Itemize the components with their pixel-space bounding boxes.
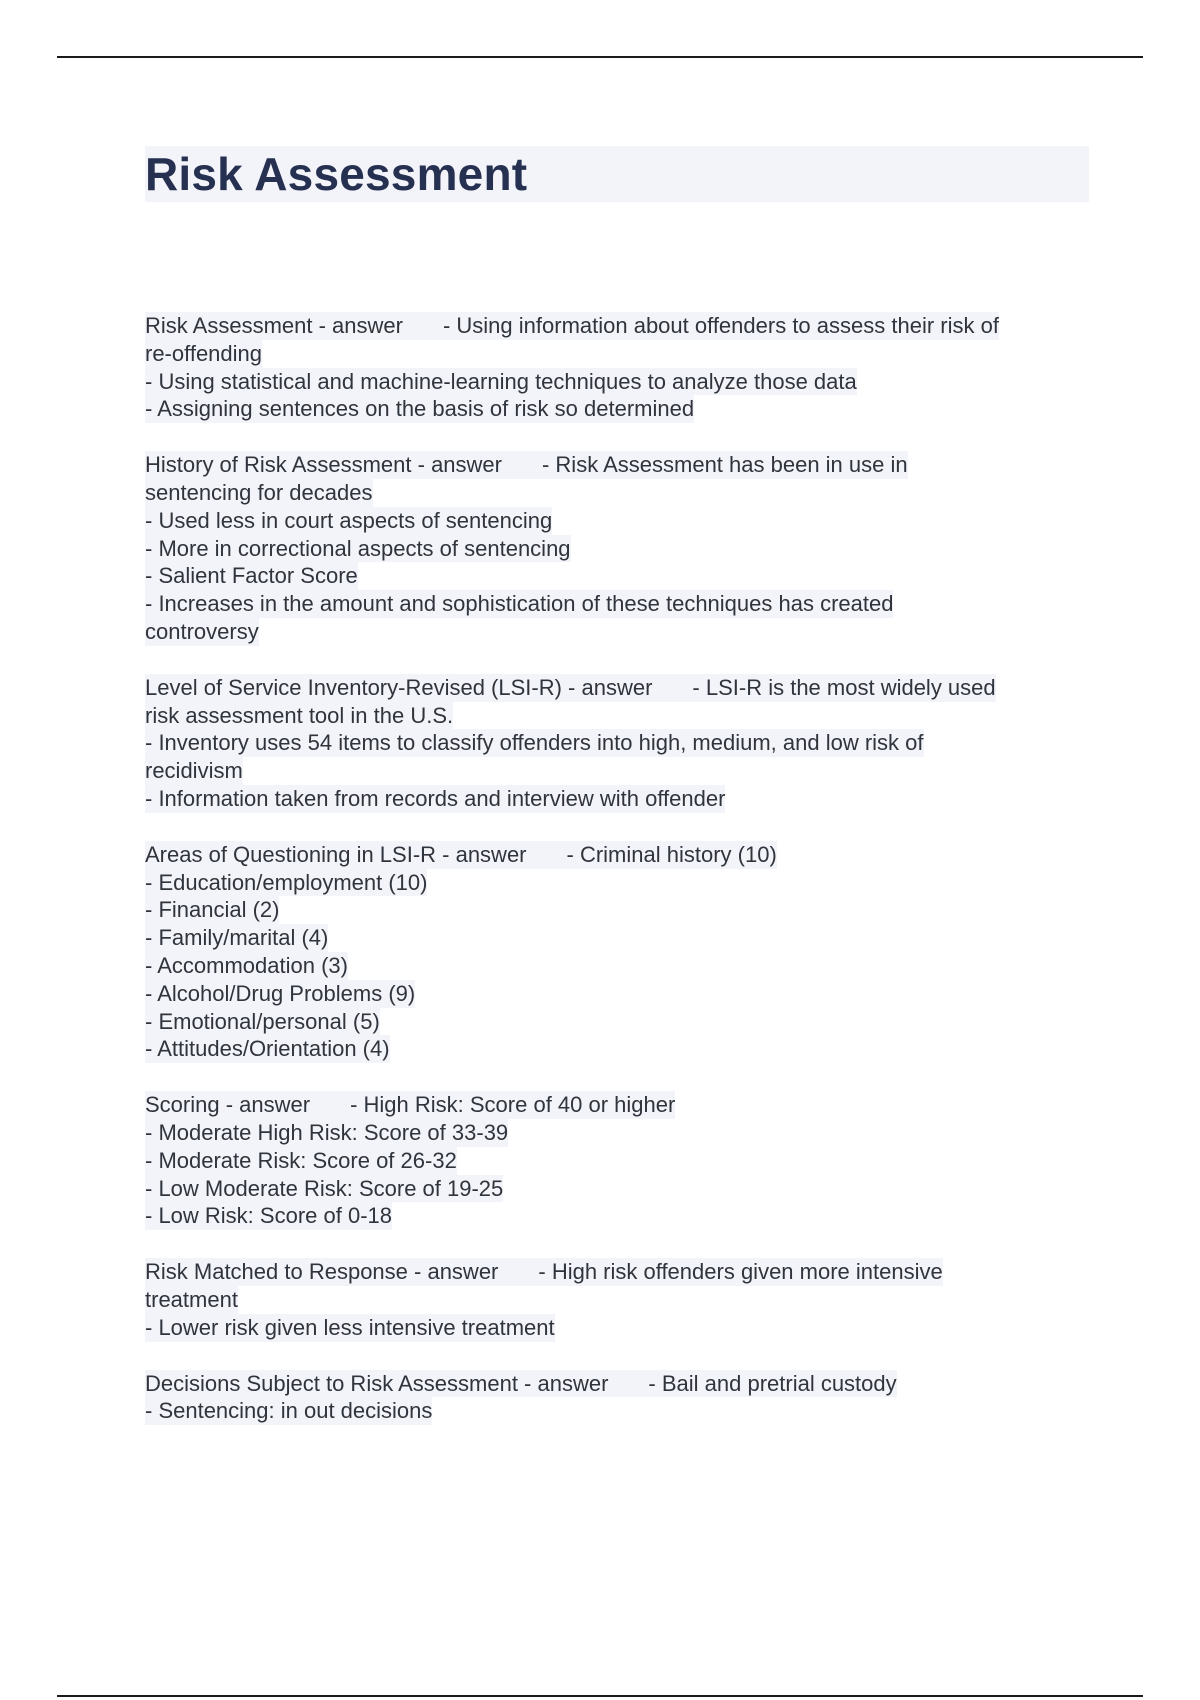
flashcard-answer-line: - Inventory uses 54 items to classify offenders into high, medium, and low risk of: [145, 730, 924, 756]
flashcard-answer-line: - Lower risk given less intensive treatment: [145, 1314, 555, 1340]
flashcard-answer-line: - Moderate High Risk: Score of 33-39: [145, 1119, 509, 1145]
flashcard-first-line: [145, 312, 999, 340]
flashcard-answer-line: - Accommodation (3): [145, 952, 348, 978]
flashcard-answer-line: - Sentencing: in out decisions: [145, 1398, 433, 1424]
flashcard-answer-line: - Emotional/personal (5): [145, 1008, 380, 1034]
flashcard-term: Risk Matched to Response - answer: [145, 1259, 499, 1285]
flashcard-answer-line: - Risk Assessment has been in use in: [541, 452, 908, 478]
flashcard-first-line: [145, 1258, 943, 1286]
flashcard-term: Level of Service Inventory-Revised (LSI-R) - answer: [145, 674, 653, 700]
flashcard-answer-line: - Using statistical and machine-learning techniques to analyze those data: [145, 368, 857, 394]
flashcard-answer-line: - Education/employment (10): [145, 869, 428, 895]
flashcard: [145, 674, 1095, 813]
flashcard-answer-line: - More in correctional aspects of sentencing: [145, 535, 571, 561]
flashcard-answer-line: re-offending: [145, 340, 263, 366]
flashcard-answer-line: - Increases in the amount and sophistication of these techniques has created: [145, 591, 894, 617]
flashcard-answer-line: - Low Moderate Risk: Score of 19-25: [145, 1175, 504, 1201]
flashcard-answer-line: - High risk offenders given more intensive: [538, 1259, 943, 1285]
flashcard-answer-line: - Low Risk: Score of 0-18: [145, 1203, 392, 1229]
flashcard-first-line: [145, 451, 908, 479]
flashcard-term: Scoring - answer: [145, 1092, 311, 1118]
flashcard-answer-line: - Attitudes/Orientation (4): [145, 1036, 390, 1062]
flashcard: [145, 1370, 1095, 1426]
flashcard-term: Decisions Subject to Risk Assessment - answer: [145, 1370, 609, 1396]
bottom-rule: [57, 1695, 1143, 1697]
top-rule: [57, 56, 1143, 58]
flashcard-term: Risk Assessment - answer: [145, 313, 403, 338]
flashcard: [145, 451, 1095, 646]
flashcard-first-line: [145, 674, 996, 702]
flashcard-answer-line: treatment: [145, 1286, 238, 1312]
flashcard-answer-line: - Information taken from records and interview with offender: [145, 785, 726, 811]
flashcard-answer-line: - Used less in court aspects of sentencing: [145, 507, 553, 533]
flashcard-answer-line: - Moderate Risk: Score of 26-32: [145, 1147, 457, 1173]
flashcard-answer-line: - Salient Factor Score: [145, 563, 358, 589]
flashcard-answer-line: - Using information about offenders to assess their risk of: [442, 313, 999, 338]
flashcard: [145, 312, 1095, 423]
flashcard: [145, 841, 1095, 1063]
flashcard-answer-line: risk assessment tool in the U.S.: [145, 702, 454, 728]
flashcard-answer-line: sentencing for decades: [145, 479, 373, 505]
flashcard-answer-line: controversy: [145, 618, 259, 644]
flashcard-answer-line: - Bail and pretrial custody: [648, 1370, 897, 1396]
flashcard-answer-line: - LSI-R is the most widely used: [692, 674, 996, 700]
flashcard-first-line: [145, 841, 777, 869]
flashcard-answer-line: recidivism: [145, 758, 243, 784]
flashcard-answer-line: - Criminal history (10): [566, 841, 777, 867]
flashcard-first-line: [145, 1091, 675, 1119]
flashcard-first-line: [145, 1370, 897, 1398]
flashcard-answer-line: - Family/marital (4): [145, 925, 329, 951]
flashcard-list: [145, 312, 1095, 1453]
flashcard: [145, 1258, 1095, 1341]
page-title: Risk Assessment: [145, 146, 1089, 202]
flashcard-answer-line: - Alcohol/Drug Problems (9): [145, 980, 416, 1006]
flashcard-answer-line: - High Risk: Score of 40 or higher: [350, 1092, 676, 1118]
flashcard-answer-line: - Financial (2): [145, 897, 280, 923]
flashcard: [145, 1091, 1095, 1230]
flashcard-term: History of Risk Assessment - answer: [145, 452, 502, 478]
flashcard-term: Areas of Questioning in LSI-R - answer: [145, 841, 527, 867]
flashcard-answer-line: - Assigning sentences on the basis of risk so determined: [145, 396, 695, 422]
